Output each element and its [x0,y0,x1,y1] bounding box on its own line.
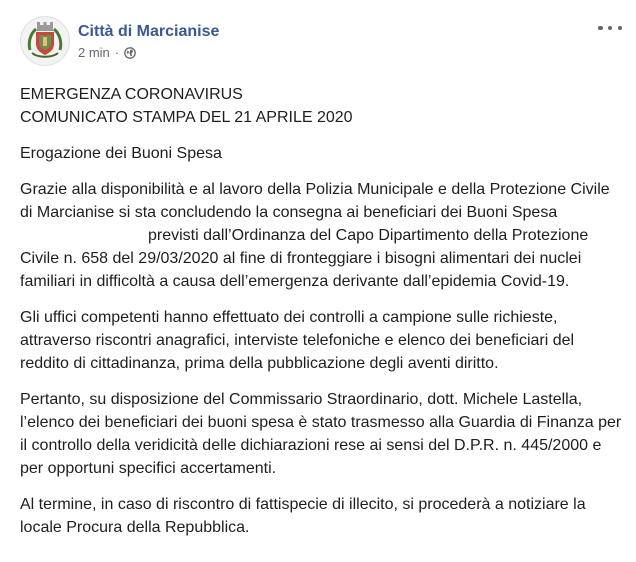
title-line-2: COMUNICATO STAMPA DEL 21 APRILE 2020 [20,109,353,126]
post-subline [78,45,219,61]
avatar[interactable] [20,16,70,66]
title-line-1: EMERGENZA CORONAVIRUS [20,86,243,103]
paragraph-1 [20,178,626,293]
post-body [20,83,626,552]
paragraph-1-part-a: Grazie alla disponibilità e al lavoro della Polizia Municipale e della Protezione Civile di Marcianise si sta concludendo la consegna ai beneficiari dei Buoni Spesa [20,181,610,221]
post-title [20,83,626,129]
paragraph-1-part-b: previsti dall’Ordinanza del Capo Dipartimento della Protezione Civile n. 658 del 29/03/2020 al fine di fronteggiare i bisogni alimentari dei nuclei familiari in difficoltà a causa dell’emergenza derivante dall’epidemia Covid-19. [20,227,589,290]
post-header [20,16,219,72]
post-subject: Erogazione dei Buoni Spesa [20,145,222,162]
paragraph-2: Gli uffici competenti hanno effettuato dei controlli a campione sulle richieste, attraverso riscontri anagrafici, interviste telefoniche e elenco dei beneficiari del reddito di cittadinanza, prima della pubblicazione degli aventi diritto. [20,309,575,372]
paragraph-4: Al termine, in caso di riscontro di fattispecie di illecito, si procederà a notiziare la locale Procura della Repubblica. [20,496,586,536]
globe-icon[interactable] [124,47,136,59]
meta-separator: · [114,45,120,60]
paragraph-3: Pertanto, su disposizione del Commissario Straordinario, dott. Michele Lastella, l’elenco dei beneficiari dei buoni spesa è stato trasmesso alla Guardia di Finanza per il controllo della veridicità delle dichiarazioni rese ai sensi del D.P.R. n. 445/2000 e per opportuni specifici accertamenti. [20,391,622,477]
city-crest-icon [21,17,69,65]
more-options-icon[interactable] [598,18,622,38]
post-timestamp[interactable]: 2 min [78,45,110,60]
post-meta [78,16,219,61]
page-name-link[interactable]: Città di Marcianise [78,23,220,40]
